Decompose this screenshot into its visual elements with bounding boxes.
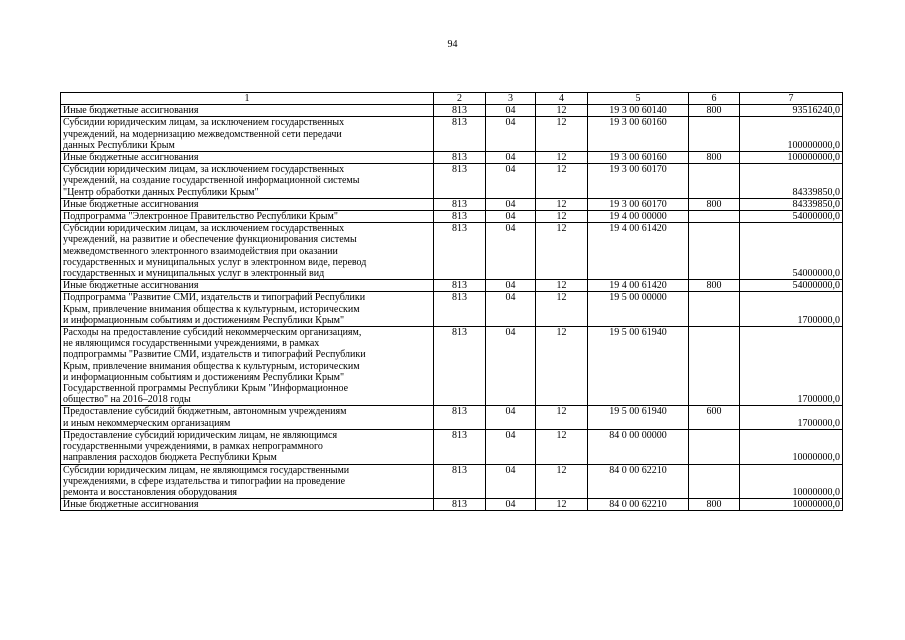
description-line: Расходы на предоставление субсидий некоммерческим организациям, — [63, 327, 362, 339]
description-cell — [61, 198, 434, 210]
subsection-cell: 12 — [536, 105, 588, 117]
section-cell: 04 — [486, 198, 536, 210]
ministry-code-cell: 813 — [434, 198, 486, 210]
description-line: Предоставление субсидий бюджетным, автономным учреждениям — [63, 406, 347, 418]
header-cell-2: 2 — [434, 93, 486, 105]
subsection-cell: 12 — [536, 211, 588, 223]
table-row — [61, 105, 843, 117]
section-cell: 04 — [486, 292, 536, 327]
expense-type-cell: 800 — [689, 198, 740, 210]
table-row — [61, 198, 843, 210]
amount-cell: 84339850,0 — [740, 198, 843, 210]
target-article-cell: 84 0 00 62210 — [588, 499, 689, 511]
subsection-cell: 12 — [536, 223, 588, 280]
section-cell: 04 — [486, 152, 536, 164]
table-row — [61, 406, 843, 429]
target-article-cell: 19 5 00 61940 — [588, 406, 689, 429]
target-article-cell: 19 4 00 00000 — [588, 211, 689, 223]
table-row — [61, 499, 843, 511]
description-line: Субсидии юридическим лицам, за исключением государственных — [63, 164, 345, 176]
description-line: Предоставление субсидий юридическим лицам, не являющимся — [63, 429, 338, 441]
section-cell: 04 — [486, 211, 536, 223]
header-cell-3: 3 — [486, 93, 536, 105]
description-cell — [61, 223, 434, 280]
target-article-cell: 84 0 00 00000 — [588, 429, 689, 464]
description-line: государственными учреждениями, в рамках непрограммного — [63, 441, 323, 453]
section-cell: 04 — [486, 499, 536, 511]
expense-type-cell — [689, 223, 740, 280]
header-cell-5: 5 — [588, 93, 689, 105]
amount-cell: 100000000,0 — [740, 152, 843, 164]
description-line: и информационным событиям и достижениям Республики Крым" — [63, 371, 345, 383]
subsection-cell: 12 — [536, 327, 588, 406]
description-cell — [61, 406, 434, 429]
target-article-cell: 19 5 00 00000 — [588, 292, 689, 327]
section-cell: 04 — [486, 164, 536, 199]
expense-type-cell — [689, 292, 740, 327]
description-line: подпрограммы "Развитие СМИ, издательств и типографий Республики — [63, 349, 366, 361]
table-row — [61, 117, 843, 152]
description-cell — [61, 152, 434, 164]
table-row — [61, 292, 843, 327]
subsection-cell: 12 — [536, 499, 588, 511]
description-cell — [61, 499, 434, 511]
ministry-code-cell: 813 — [434, 211, 486, 223]
amount-cell: 10000000,0 — [740, 429, 843, 464]
section-cell: 04 — [486, 223, 536, 280]
budget-table — [60, 92, 843, 511]
target-article-cell: 19 4 00 61420 — [588, 280, 689, 292]
ministry-code-cell: 813 — [434, 105, 486, 117]
target-article-cell: 19 3 00 60170 — [588, 164, 689, 199]
description-line: Подпрограмма "Развитие СМИ, издательств и типографий Республики — [63, 292, 366, 304]
amount-cell: 54000000,0 — [740, 223, 843, 280]
subsection-cell: 12 — [536, 464, 588, 499]
ministry-code-cell: 813 — [434, 499, 486, 511]
section-cell: 04 — [486, 406, 536, 429]
description-line: государственных и муниципальных услуг в электронный вид — [63, 268, 325, 280]
description-cell — [61, 327, 434, 406]
page-number: 94 — [447, 39, 458, 50]
description-line: государственных и муниципальных услуг в электронном виде, перевод — [63, 256, 367, 268]
expense-type-cell — [689, 164, 740, 199]
description-line: направления расходов бюджета Республики Крым — [63, 452, 277, 464]
amount-cell: 1700000,0 — [740, 327, 843, 406]
description-line: Иные бюджетные ассигнования — [63, 280, 199, 292]
description-line: Субсидии юридическим лицам, за исключением государственных — [63, 117, 345, 129]
description-line: и иным некоммерческим организациям — [63, 417, 231, 429]
expense-type-cell — [689, 117, 740, 152]
amount-cell: 10000000,0 — [740, 464, 843, 499]
section-cell: 04 — [486, 464, 536, 499]
description-line: Иные бюджетные ассигнования — [63, 105, 199, 117]
description-cell — [61, 280, 434, 292]
expense-type-cell: 600 — [689, 406, 740, 429]
subsection-cell: 12 — [536, 117, 588, 152]
description-line: межведомственного электронного взаимодействия при оказании — [63, 245, 338, 257]
expense-type-cell: 800 — [689, 105, 740, 117]
amount-cell: 1700000,0 — [740, 406, 843, 429]
header-cell-4: 4 — [536, 93, 588, 105]
ministry-code-cell: 813 — [434, 429, 486, 464]
description-line: Подпрограмма "Электронное Правительство Республики Крым" — [63, 211, 338, 223]
ministry-code-cell: 813 — [434, 164, 486, 199]
description-line: "Центр обработки данных Республики Крым" — [63, 186, 259, 198]
amount-cell: 10000000,0 — [740, 499, 843, 511]
expense-type-cell — [689, 464, 740, 499]
description-line: Государственной программы Республики Крым "Информационное — [63, 383, 349, 395]
subsection-cell: 12 — [536, 292, 588, 327]
description-cell — [61, 164, 434, 199]
ministry-code-cell: 813 — [434, 117, 486, 152]
description-line: Субсидии юридическим лицам, за исключением государственных — [63, 223, 345, 235]
expense-type-cell: 800 — [689, 499, 740, 511]
description-line: и информационным событиям и достижениям Республики Крым" — [63, 314, 345, 326]
description-line: не являющимся государственными учреждениями, в рамках — [63, 338, 320, 350]
section-cell: 04 — [486, 105, 536, 117]
description-cell — [61, 105, 434, 117]
subsection-cell: 12 — [536, 406, 588, 429]
target-article-cell: 19 3 00 60170 — [588, 198, 689, 210]
table-row — [61, 164, 843, 199]
amount-cell: 100000000,0 — [740, 117, 843, 152]
description-line: ремонта и восстановления оборудования — [63, 486, 238, 498]
table-row — [61, 280, 843, 292]
description-line: Субсидии юридическим лицам, не являющимся государственными — [63, 464, 350, 476]
ministry-code-cell: 813 — [434, 152, 486, 164]
section-cell: 04 — [486, 327, 536, 406]
amount-cell: 54000000,0 — [740, 211, 843, 223]
table-row — [61, 327, 843, 406]
description-cell — [61, 211, 434, 223]
ministry-code-cell: 813 — [434, 406, 486, 429]
description-line: Крым, привлечение внимания общества к культурным, историческим — [63, 303, 360, 315]
description-line: Иные бюджетные ассигнования — [63, 499, 199, 511]
description-cell — [61, 292, 434, 327]
table-header-row — [61, 93, 843, 105]
table-body — [61, 93, 843, 511]
description-cell — [61, 464, 434, 499]
description-cell — [61, 429, 434, 464]
table-row — [61, 211, 843, 223]
expense-type-cell — [689, 429, 740, 464]
description-line: учреждениями, в сфере издательства и типографии на проведение — [63, 475, 346, 487]
target-article-cell: 19 3 00 60140 — [588, 105, 689, 117]
table-row — [61, 429, 843, 464]
amount-cell: 1700000,0 — [740, 292, 843, 327]
header-cell-6: 6 — [689, 93, 740, 105]
description-line: общество" на 2016–2018 годы — [63, 394, 191, 406]
ministry-code-cell: 813 — [434, 464, 486, 499]
subsection-cell: 12 — [536, 164, 588, 199]
subsection-cell: 12 — [536, 280, 588, 292]
table-row — [61, 223, 843, 280]
description-line: учреждений, на развитие и обеспечение функционирования системы — [63, 234, 357, 246]
section-cell: 04 — [486, 117, 536, 152]
description-line: учреждений, на создание государственной информационной системы — [63, 175, 360, 187]
table-row — [61, 464, 843, 499]
target-article-cell: 19 4 00 61420 — [588, 223, 689, 280]
description-line: Иные бюджетные ассигнования — [63, 152, 199, 164]
header-cell-1: 1 — [61, 93, 434, 105]
description-cell — [61, 117, 434, 152]
section-cell: 04 — [486, 280, 536, 292]
subsection-cell: 12 — [536, 198, 588, 210]
description-line: Иные бюджетные ассигнования — [63, 198, 199, 210]
description-line: Крым, привлечение внимания общества к культурным, историческим — [63, 360, 360, 372]
expense-type-cell — [689, 327, 740, 406]
ministry-code-cell: 813 — [434, 280, 486, 292]
section-cell: 04 — [486, 429, 536, 464]
target-article-cell: 19 3 00 60160 — [588, 152, 689, 164]
amount-cell: 93516240,0 — [740, 105, 843, 117]
expense-type-cell: 800 — [689, 280, 740, 292]
ministry-code-cell: 813 — [434, 327, 486, 406]
amount-cell: 54000000,0 — [740, 280, 843, 292]
target-article-cell: 84 0 00 62210 — [588, 464, 689, 499]
table-row — [61, 152, 843, 164]
expense-type-cell: 800 — [689, 152, 740, 164]
expense-type-cell — [689, 211, 740, 223]
target-article-cell: 19 5 00 61940 — [588, 327, 689, 406]
description-line: учреждений, на модернизацию межведомственной сети передачи — [63, 128, 342, 140]
ministry-code-cell: 813 — [434, 223, 486, 280]
description-line: данных Республики Крым — [63, 139, 175, 151]
ministry-code-cell: 813 — [434, 292, 486, 327]
subsection-cell: 12 — [536, 152, 588, 164]
amount-cell: 84339850,0 — [740, 164, 843, 199]
subsection-cell: 12 — [536, 429, 588, 464]
target-article-cell: 19 3 00 60160 — [588, 117, 689, 152]
header-cell-7: 7 — [740, 93, 843, 105]
